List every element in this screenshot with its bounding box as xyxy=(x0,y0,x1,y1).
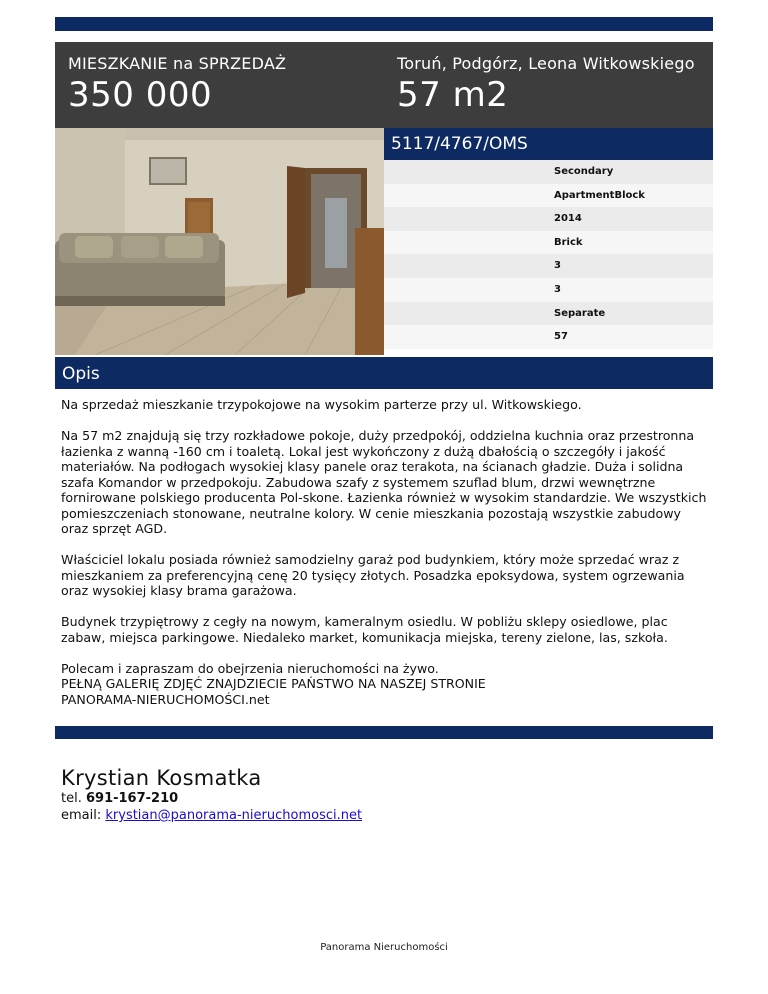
bottom-bar xyxy=(55,726,713,739)
description-paragraph: Na 57 m2 znajdują się trzy rozkładowe pokoje, duży przedpokój, oddzielna kuchnia oraz przestronna łazienka z wanną -160 cm i toaletą. Lokal jest wykończony z dużą dbałością o szczegóły i jakość materiałów. Na podłogach wysokiej klasy panele oraz terakota, na ścianach gładzie. Duża i solidna szafa Komandor w przedpokoju. Zabudowa szafy z systemem szuflad blum, drzwi wewnętrzne fornirowane polskiego producenta Pol-skone. Łazienka również w wysokim standardzie. We wszystkich pomieszczeniach stonowane, neutralne kolory. W cenie mieszkania pozostają wszystkie zabudowy oraz sprzęt AGD. xyxy=(61,428,707,536)
area: 57 m2 xyxy=(397,75,509,115)
top-bar xyxy=(55,17,713,31)
description-paragraph: Budynek trzypiętrowy z cegły na nowym, kameralnym osiedlu. W pobliżu sklepy osiedlowe, plac zabaw, miejsca parkingowe. Niedaleko market, komunikacja miejska, tereny zielone, las, szkoła. xyxy=(61,614,668,645)
param-material: Brick xyxy=(384,231,713,255)
description-paragraph: Właściciel lokalu posiada również samodzielny garaż pod budynkiem, który może sprzedać wraz z mieszkaniem za preferencyjną cenę 20 tysięcy złotych. Posadzka epoksydowa, system ogrzewania oraz wysokiej klasy brama garażowa. xyxy=(61,552,685,598)
param-building-type: ApartmentBlock xyxy=(384,184,713,208)
email-label: email: xyxy=(61,808,102,823)
price: 350 000 xyxy=(68,75,213,115)
agent-contact xyxy=(61,766,362,824)
description-heading: Opis xyxy=(55,357,713,389)
param-year: 2014 xyxy=(384,207,713,231)
listing-header xyxy=(55,42,713,128)
offer-type: MIESZKANIE na SPRZEDAŻ xyxy=(68,54,287,73)
email-link[interactable]: krystian@panorama-nieruchomosci.net xyxy=(105,808,363,823)
phone-number: 691-167-210 xyxy=(85,791,179,806)
param-rooms: 3 xyxy=(384,254,713,278)
reference-number: 5117/4767/OMS xyxy=(384,128,713,160)
description-paragraph: Polecam i zapraszam do obejrzenia nieruchomości na żywo. PEŁNĄ GALERIĘ ZDJĘĆ ZNAJDZIECIE PAŃSTWO NA NASZEJ STRONIE PANORAMA-NIERUCHOMOŚCI.net xyxy=(61,660,486,707)
apartment-photo xyxy=(55,128,384,355)
param-kitchen: Separate xyxy=(384,302,713,326)
phone-label: tel. xyxy=(61,791,82,806)
agent-name: Krystian Kosmatka xyxy=(61,766,262,790)
description-paragraph: Na sprzedaż mieszkanie trzypokojowe na wysokim parterze przy ul. Witkowskiego. xyxy=(61,397,582,412)
agent-email xyxy=(61,808,362,824)
param-market: Secondary xyxy=(384,160,713,184)
parameters-table xyxy=(384,160,713,349)
location: Toruń, Podgórz, Leona Witkowskiego xyxy=(397,54,695,73)
param-area: 57 xyxy=(384,325,713,349)
param-floors: 3 xyxy=(384,278,713,302)
agent-phone xyxy=(61,791,362,807)
description-body xyxy=(61,397,711,754)
footer: Panorama Nieruchomości xyxy=(320,942,448,953)
